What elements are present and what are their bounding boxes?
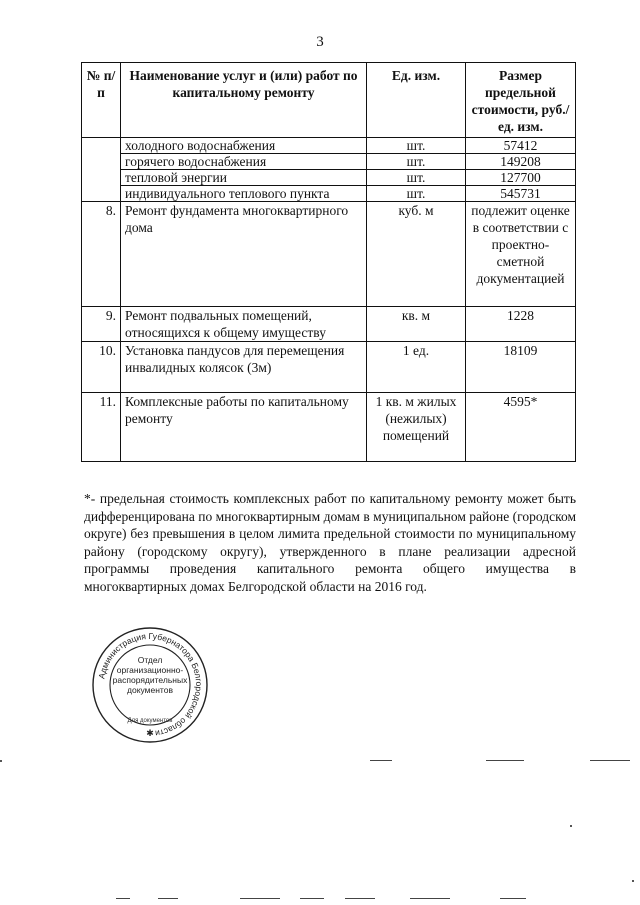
price-table: [81, 62, 576, 462]
scan-artifact: [345, 898, 375, 899]
unit-cell: шт.: [367, 138, 466, 154]
header-name: Наименование услуг и (или) работ по капитальному ремонту: [121, 63, 367, 138]
num-cell: 8.: [82, 202, 121, 307]
table-row: [82, 138, 576, 154]
stamp-inner-text: Отдел организационно-распорядительных документов: [112, 655, 188, 695]
scan-artifact: [410, 898, 450, 899]
scan-artifact: [300, 898, 324, 899]
cost-cell: 149208: [466, 154, 576, 170]
cost-cell: 4595*: [466, 393, 576, 462]
unit-cell: шт.: [367, 154, 466, 170]
stamp-star-icon: ✱: [146, 728, 154, 738]
name-cell: Комплексные работы по капитальному ремонту: [121, 393, 367, 462]
unit-cell: шт.: [367, 170, 466, 186]
table-row: [82, 307, 576, 342]
scan-artifact: [370, 760, 392, 761]
header-num: № п/п: [82, 63, 121, 138]
name-cell: тепловой энергии: [121, 170, 367, 186]
unit-cell: куб. м: [367, 202, 466, 307]
scan-artifact: [632, 880, 634, 882]
name-cell: Установка пандусов для перемещения инвалидных колясок (3м): [121, 342, 367, 393]
scan-artifact: [240, 898, 280, 899]
num-cell: 11.: [82, 393, 121, 462]
cost-cell: 545731: [466, 186, 576, 202]
scan-artifact: [500, 898, 526, 899]
num-cell: 9.: [82, 307, 121, 342]
table-header-row: [82, 63, 576, 138]
table-row: [82, 393, 576, 462]
name-cell: Ремонт фундамента многоквартирного дома: [121, 202, 367, 307]
cost-cell: 57412: [466, 138, 576, 154]
scan-artifact: [0, 760, 2, 762]
official-stamp: [90, 625, 210, 745]
table-row: [82, 186, 576, 202]
scan-artifact: [590, 760, 630, 761]
table-row: [82, 154, 576, 170]
page-number: 3: [316, 34, 324, 50]
num-cell: 10.: [82, 342, 121, 393]
name-cell: холодного водоснабжения: [121, 138, 367, 154]
unit-cell: 1 кв. м жилых (нежилых) помещений: [367, 393, 466, 462]
header-unit: Ед. изм.: [367, 63, 466, 138]
scan-artifact: [486, 760, 524, 761]
name-cell: горячего водоснабжения: [121, 154, 367, 170]
table-row: [82, 202, 576, 307]
scan-artifact: [570, 825, 572, 827]
unit-cell: кв. м: [367, 307, 466, 342]
stamp-bottom-text: Для документов: [127, 718, 173, 724]
scan-artifact: [158, 898, 178, 899]
scan-artifact: [116, 898, 130, 899]
cost-cell: 1228: [466, 307, 576, 342]
name-cell: индивидуального теплового пункта: [121, 186, 367, 202]
table-row: [82, 170, 576, 186]
cost-cell: подлежит оценке в соответствии с проектно-сметной документацией: [466, 202, 576, 307]
unit-cell: шт.: [367, 186, 466, 202]
num-cell-empty: [82, 138, 121, 202]
unit-cell: 1 ед.: [367, 342, 466, 393]
stamp-ring-text: Администрация Губернатора Белгородской области: [96, 630, 205, 739]
table-row: [82, 342, 576, 393]
footnote: *- предельная стоимость комплексных работ по капитальному ремонту может быть дифференцирована по многоквартирным домам в муниципальном районе (городском округе) без превышения в целом лимита предельной стоимости по муниципальному району (городскому округу), утвержденного в плане реализации адресной программы проведения капитального ремонта общего имущества в многоквартирных домах Белгородской области на 2016 год.: [84, 491, 576, 594]
name-cell: Ремонт подвальных помещений, относящихся к общему имуществу: [121, 307, 367, 342]
header-cost: Размер предельной стоимости, руб./ед. изм.: [466, 63, 576, 138]
cost-cell: 127700: [466, 170, 576, 186]
cost-cell: 18109: [466, 342, 576, 393]
